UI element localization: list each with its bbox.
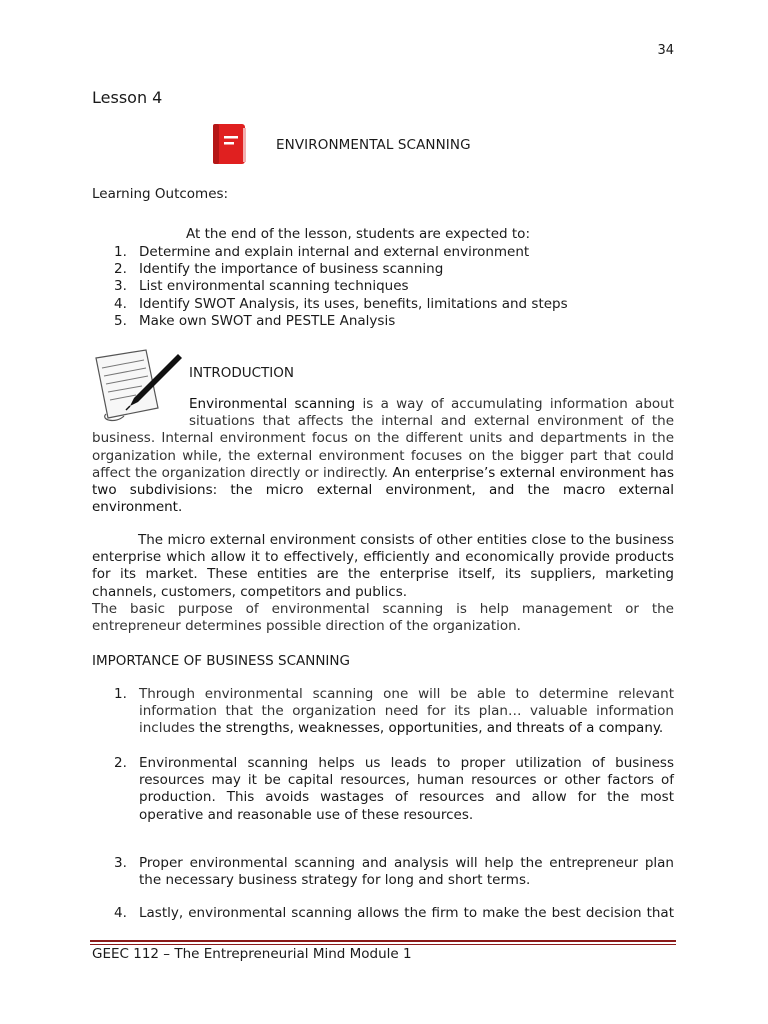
introduction-heading: INTRODUCTION <box>189 365 294 381</box>
footer-text: GEEC 112 – The Entrepreneurial Mind Module 1 <box>92 946 412 962</box>
introduction-paragraph: Environmental scanning is a way of accumulating information about situations that affects the internal and external environment of the business. Internal environment focus on the different units and departments in the organization while, the external environment focuses on the bigger part that could affect the organization directly or indirectly. An enterprise’s external environment has two subdivisions: the micro external environment, and the macro external environment. <box>92 396 675 516</box>
list-item: 3. List environmental scanning techniques <box>114 278 409 295</box>
list-item: 2. Environmental scanning helps us leads to proper utilization of business resources may it be capital resources, human resources or other factors of production. This avoids wastages of resources and allow for the most operative and reasonable use of these resources. <box>114 755 674 823</box>
list-item: 2. Identify the importance of business scanning <box>114 261 444 278</box>
lesson-topic: ENVIRONMENTAL SCANNING <box>276 137 471 153</box>
lesson-title: Lesson 4 <box>92 88 163 107</box>
footer-rule <box>90 944 676 945</box>
learning-outcomes-label: Learning Outcomes: <box>92 186 229 202</box>
purpose-paragraph: The basic purpose of environmental scanning is help management or the entrepreneur determines possible direction of the organization. <box>92 601 674 635</box>
list-item: 4. Identify SWOT Analysis, its uses, benefits, limitations and steps <box>114 295 568 312</box>
list-item: 1. Through environmental scanning one will be able to determine relevant information that the organization need for its plan… valuable information includes the strengths, weaknesses, opportunities, and threats of a company. <box>114 686 674 737</box>
book-icon <box>210 122 250 166</box>
list-item: 5. Make own SWOT and PESTLE Analysis <box>114 312 396 329</box>
list-item: 4. Lastly, environmental scanning allows the firm to make the best decision that <box>114 905 674 921</box>
learning-outcomes-intro: At the end of the lesson, students are expected to: <box>186 226 530 242</box>
list-item: 3. Proper environmental scanning and analysis will help the entrepreneur plan the necessary business strategy for long and short terms. <box>114 855 674 889</box>
importance-heading: IMPORTANCE OF BUSINESS SCANNING <box>92 653 350 669</box>
list-item: 1. Determine and explain internal and external environment <box>114 244 530 260</box>
footer-rule <box>90 940 676 942</box>
page-number: 34 <box>657 43 674 58</box>
learning-outcomes-list <box>114 244 568 330</box>
term: Environmental scanning <box>189 396 356 412</box>
micro-environment-paragraph: The micro external environment consists of other entities close to the business enterprise which allow it to effectively, efficiently and economically provide products for its market. These entities are the enterprise itself, its suppliers, marketing channels, customers, competitors and publics. <box>92 532 674 600</box>
